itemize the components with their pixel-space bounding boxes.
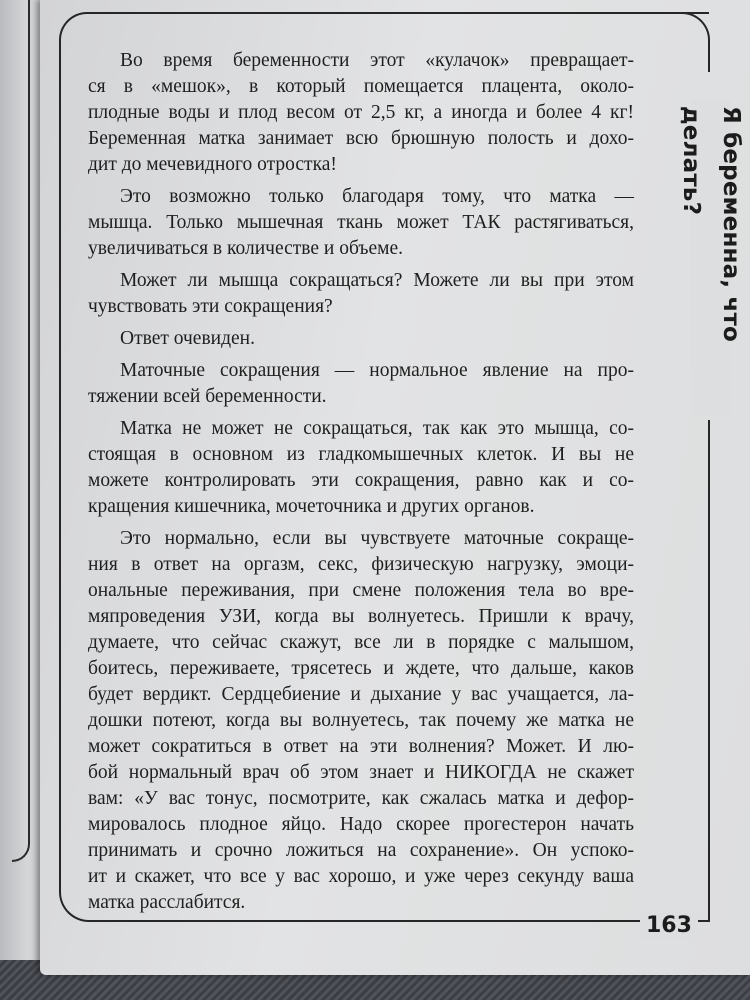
text-line: Беременная матка занимает всю брюшную полость и дохо- [88,128,634,149]
text-line: бой нормальный врач об этом знает и НИКОГДА не скажет [88,762,634,783]
text-line: можете контролировать эти сокращения, равно как и со- [88,470,634,491]
text-line: стоящая в основном из гладкомышечных клеток. И вы не [88,444,634,465]
text-line: думаете, что сейчас скажут, все ли в порядке с малышом, [88,632,634,653]
text-line: тяжении всей беременности. [88,386,327,407]
text-line: Может ли мышца сокращаться? Можете ли вы при этом [120,270,634,291]
text-line: может сократиться в ответ на эти волнения? Может. И лю- [88,736,634,757]
text-line: Ответ очевиден. [120,328,255,349]
text-line: Это нормально, если вы чувствуете маточные сокраще- [120,528,634,549]
paragraph [88,268,634,320]
paragraph [88,526,634,916]
paragraph [88,184,634,262]
text-line: мировалось плодное яйцо. Надо скорее прогестерон начать [88,814,634,835]
text-line: Маточные сокращения — нормальное явление на про- [120,360,634,381]
text-line: ния в ответ на оргазм, секс, физическую нагрузку, эмоци- [88,554,634,575]
previous-page-frame [12,0,30,862]
running-head: Я беременна, что делать? [691,100,731,415]
text-line: ональные переживания, при смене положения тела во вре- [88,580,634,601]
previous-page-edge [0,0,40,960]
text-line: матка расслабится. [88,892,246,913]
page-frame-right-rule [708,420,710,922]
text-line: будет вердикт. Сердцебиение и дыхание у вас учащается, ла- [88,684,634,705]
text-line: кращения кишечника, мочеточника и других органов. [88,496,535,517]
text-line: чувствовать эти сокращения? [88,296,333,317]
text-line: мышца. Только мышечная ткань может ТАК растягиваться, [88,212,634,233]
text-line: дошки потеют, когда вы волнуетесь, так почему же матка не [88,710,634,731]
book-page [40,0,750,975]
text-line: Во время беременности этот «кулачок» превращает- [120,50,634,71]
paragraph [88,416,634,520]
page-number: 163 [640,913,698,939]
text-line: увеличиваться в количестве и объеме. [88,238,403,259]
paragraph [88,326,634,352]
text-line: ся в «мешок», в который помещается плацента, около- [88,76,634,97]
text-line: боитесь, переживаете, трясетесь и ждете, что дальше, каков [88,658,634,679]
text-line: вам: «У вас тонус, посмотрите, как сжалась матка и дефор- [88,788,634,809]
text-line: мяпроведения УЗИ, когда вы волнуетесь. Пришли к врачу, [88,606,634,627]
page-frame-corner [654,12,710,72]
text-line: принимать и срочно ложиться на сохранение». Он успоко- [88,840,634,861]
text-line: Матка не может не сокращаться, так как это мышца, со- [120,418,634,439]
body-text [88,48,634,922]
paragraph [88,358,634,410]
text-line: дит до мечевидного отростка! [88,154,337,175]
text-line: Это возможно только благодаря тому, что матка — [120,186,634,207]
paragraph [88,48,634,178]
text-line: плодные воды и плод весом от 2,5 кг, а иногда и более 4 кг! [88,102,634,123]
text-line: ит и скажет, что все у вас хорошо, и уже через секунду ваша [88,866,634,887]
